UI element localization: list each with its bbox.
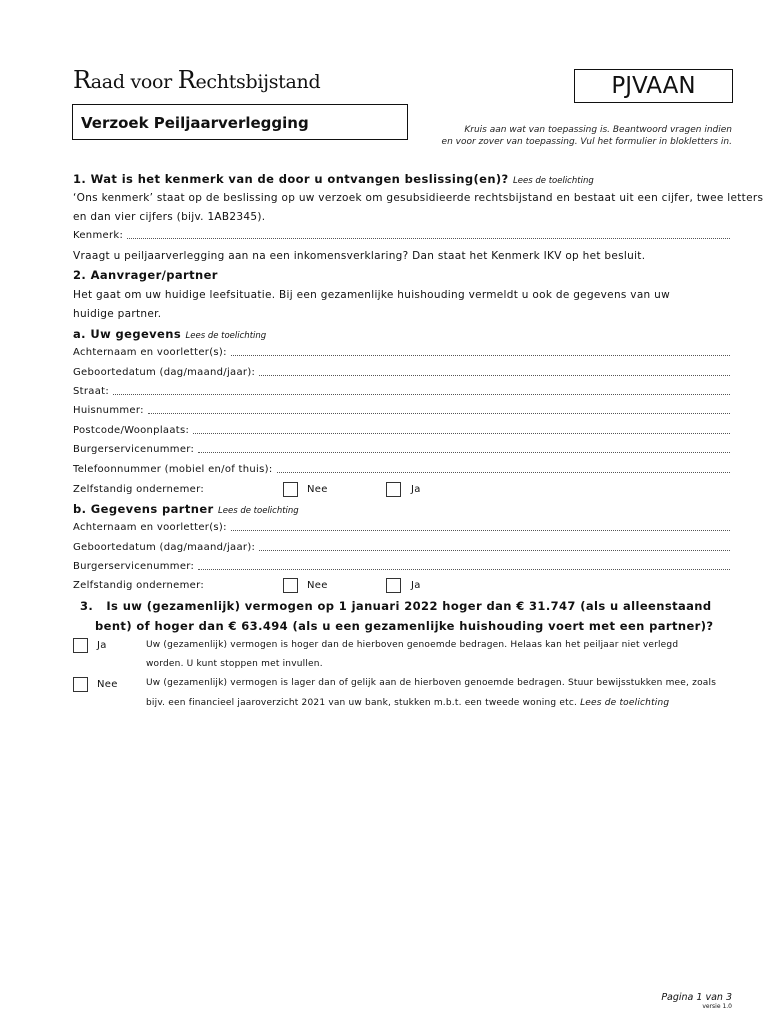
partner-name-label: Achternaam en voorletter(s):: [73, 522, 227, 533]
applicant-bsn-field[interactable]: [73, 444, 730, 455]
applicant-selfemployed-ja-label: Ja: [411, 484, 421, 495]
partner-birthdate-field[interactable]: [73, 542, 730, 553]
partner-name-field[interactable]: [73, 522, 730, 533]
vermogen-nee-checkbox[interactable]: [73, 677, 88, 692]
kenmerk-label: Kenmerk:: [73, 230, 124, 241]
ikv-text: Vraagt u peiljaarverlegging aan na een inkomensverklaring? Dan staat het Kenmerk IKV op het besluit.: [73, 250, 646, 262]
page-number: Pagina 1 van 3: [661, 992, 732, 1003]
applicant-phone-field[interactable]: [73, 464, 730, 475]
brand-text-2: echtsbijstand: [195, 71, 321, 93]
partner-selfemployed-ja-label: Ja: [411, 580, 421, 591]
applicant-birthdate-label: Geboortedatum (dag/maand/jaar):: [73, 367, 256, 378]
partner-birthdate-input[interactable]: [259, 542, 730, 551]
section2a-title: [73, 327, 266, 341]
applicant-phone-label: Telefoonnummer (mobiel en/of thuis):: [73, 464, 273, 475]
applicant-postcode-label: Postcode/Woonplaats:: [73, 425, 190, 436]
vermogen-ja-checkbox[interactable]: [73, 638, 88, 653]
section2a-title-text: a. Uw gegevens: [73, 327, 182, 341]
instructions: [420, 124, 732, 148]
partner-selfemployed-ja-checkbox[interactable]: [386, 578, 401, 593]
version-label: versie 1.0: [702, 1003, 732, 1010]
applicant-name-field[interactable]: [73, 347, 730, 358]
form-title: Verzoek Peiljaarverlegging: [72, 104, 408, 140]
instruction-line-1: Kruis aan wat van toepassing is. Beantwoord vragen indien: [464, 125, 732, 135]
kenmerk-input[interactable]: [127, 230, 730, 239]
applicant-postcode-field[interactable]: [73, 425, 730, 436]
partner-bsn-label: Burgerservicenummer:: [73, 561, 195, 572]
applicant-housenumber-field[interactable]: [73, 405, 730, 416]
partner-selfemployed-nee-label: Nee: [307, 580, 328, 591]
applicant-birthdate-field[interactable]: [73, 367, 730, 378]
partner-bsn-input[interactable]: [198, 561, 730, 570]
section2b-title-text: b. Gegevens partner: [73, 502, 214, 516]
brand-text-1: aad voor: [90, 71, 178, 93]
vermogen-ja-text-line1: Uw (gezamenlijk) vermogen is hoger dan de hierboven genoemde bedragen. Helaas kan het peiljaar niet verlegd: [146, 640, 679, 650]
instruction-line-2: en voor zover van toepassing. Vul het formulier in blokletters in.: [441, 137, 732, 147]
section2-para-line1: Het gaat om uw huidige leefsituatie. Bij een gezamenlijke huishouding vermeldt u ook de gegevens van uw: [73, 289, 670, 301]
section2-title: 2. Aanvrager/partner: [73, 268, 218, 282]
applicant-selfemployed-label: Zelfstandig ondernemer:: [73, 484, 205, 495]
section3-title-line1: 3. Is uw (gezamenlijk) vermogen op 1 januari 2022 hoger dan € 31.747 (als u alleenstaand: [80, 599, 712, 613]
section1-note-link[interactable]: Lees de toelichting: [513, 176, 594, 186]
form-code-box: PJVAAN: [574, 69, 733, 103]
applicant-phone-input[interactable]: [277, 464, 730, 473]
vermogen-ja-text-line2: worden. U kunt stoppen met invullen.: [146, 659, 323, 669]
vermogen-nee-text-line2-main: bijv. een financieel jaaroverzicht 2021 van uw bank, stukken m.b.t. een tweede woning etc.: [146, 698, 578, 708]
section1-title-text: 1. Wat is het kenmerk van de door u ontvangen beslissing(en)?: [73, 172, 509, 186]
brand-logo: [73, 66, 320, 94]
kenmerk-field[interactable]: [73, 230, 730, 241]
brand-initial-1: R: [73, 66, 91, 94]
applicant-housenumber-input[interactable]: [148, 405, 730, 414]
applicant-selfemployed-nee-label: Nee: [307, 484, 328, 495]
section2-para-line2: huidige partner.: [73, 308, 162, 320]
applicant-birthdate-input[interactable]: [259, 367, 730, 376]
applicant-housenumber-label: Huisnummer:: [73, 405, 144, 416]
applicant-selfemployed-ja-checkbox[interactable]: [386, 482, 401, 497]
vermogen-nee-text-line1: Uw (gezamenlijk) vermogen is lager dan of gelijk aan de hierboven genoemde bedragen. Stuur bewijsstukken mee, zoals: [146, 678, 717, 688]
applicant-street-field[interactable]: [73, 386, 730, 397]
section2a-note-link[interactable]: Lees de toelichting: [185, 331, 267, 341]
vermogen-nee-note-link[interactable]: Lees de toelichting: [580, 698, 670, 708]
section2b-title: [73, 502, 299, 516]
partner-bsn-field[interactable]: [73, 561, 730, 572]
section1-title: [73, 172, 594, 186]
partner-name-input[interactable]: [231, 522, 730, 531]
section1-para-line2: en dan vier cijfers (bijv. 1AB2345).: [73, 211, 266, 223]
section3-title-line2: bent) of hoger dan € 63.494 (als u een gezamenlijke huishouding voert met een partner)?: [95, 619, 714, 633]
applicant-name-input[interactable]: [231, 347, 730, 356]
applicant-bsn-label: Burgerservicenummer:: [73, 444, 195, 455]
section2b-note-link[interactable]: Lees de toelichting: [218, 506, 299, 516]
partner-selfemployed-nee-checkbox[interactable]: [283, 578, 298, 593]
applicant-name-label: Achternaam en voorletter(s):: [73, 347, 227, 358]
vermogen-nee-text-line2: [146, 698, 669, 708]
applicant-bsn-input[interactable]: [198, 444, 730, 453]
applicant-street-label: Straat:: [73, 386, 110, 397]
brand-initial-2: R: [177, 66, 196, 94]
applicant-selfemployed-nee-checkbox[interactable]: [283, 482, 298, 497]
applicant-street-input[interactable]: [113, 386, 730, 395]
partner-birthdate-label: Geboortedatum (dag/maand/jaar):: [73, 542, 256, 553]
partner-selfemployed-label: Zelfstandig ondernemer:: [73, 580, 205, 591]
vermogen-ja-label: Ja: [97, 640, 107, 651]
section1-para-line1: ‘Ons kenmerk’ staat op de beslissing op uw verzoek om gesubsidieerde rechtsbijstand en bestaat uit een cijfer, twee letters: [73, 192, 764, 204]
vermogen-nee-label: Nee: [97, 679, 118, 690]
applicant-postcode-input[interactable]: [193, 425, 730, 434]
